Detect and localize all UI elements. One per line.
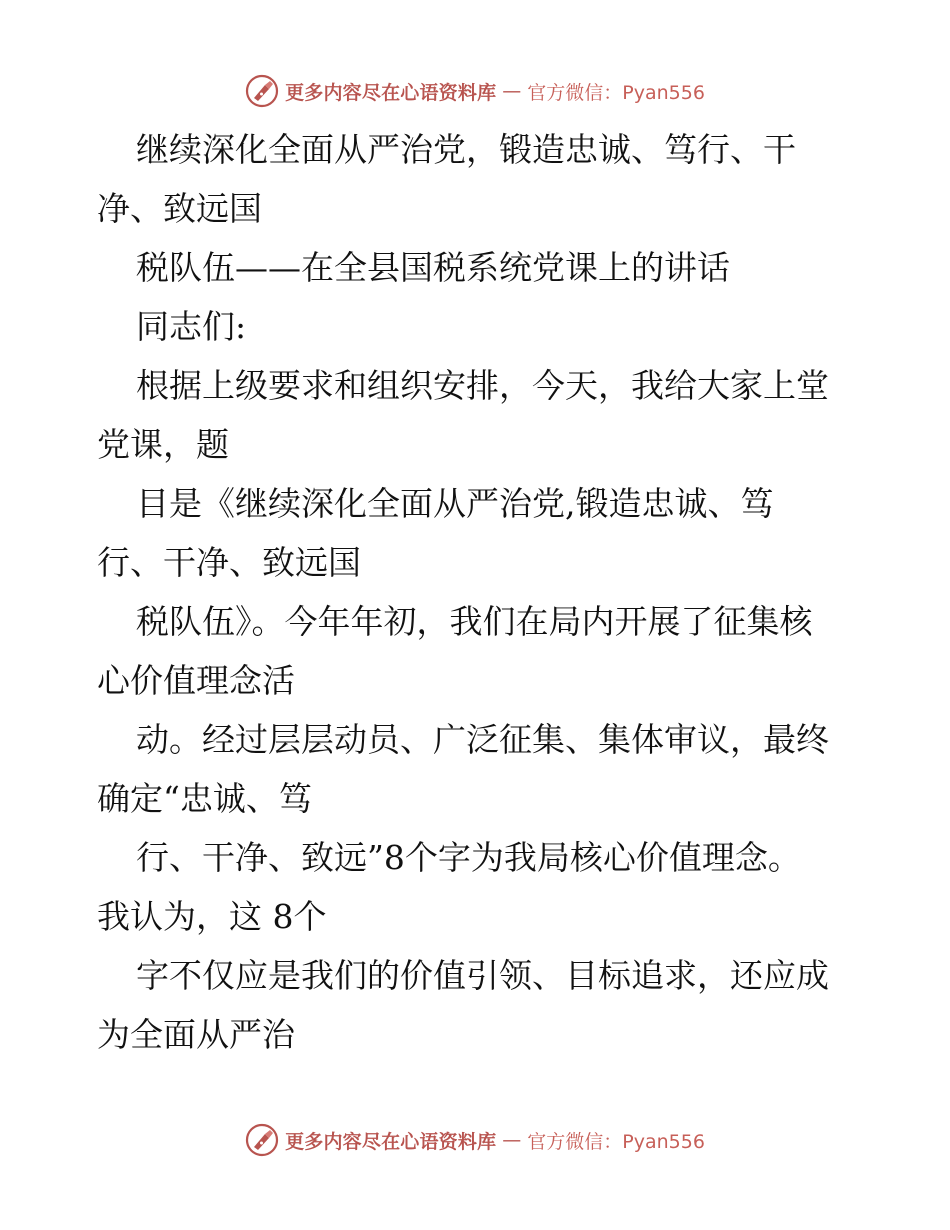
header-banner-separator: — xyxy=(502,80,522,102)
document-line: 目是《继续深化全面从严治党,锻造忠诚、笃 xyxy=(136,484,774,523)
document-line: 党课，题 xyxy=(97,425,229,464)
header-watermark-banner xyxy=(0,71,950,111)
pen-nib-logo-icon xyxy=(245,74,279,108)
footer-banner-wechat-text: 官方微信：Pyan556 xyxy=(527,1130,705,1153)
footer-banner-main-text: 更多内容尽在心语资料库 xyxy=(285,1130,497,1153)
document-line: 根据上级要求和组织安排，今天，我给大家上堂 xyxy=(136,366,829,405)
document-line: 行、干净、致远”8个字为我局核心价值理念。 xyxy=(136,838,801,877)
footer-watermark-banner xyxy=(0,1120,950,1160)
footer-banner-separator: — xyxy=(502,1129,522,1151)
document-line: 动。经过层层动员、广泛征集、集体审议，最终 xyxy=(136,720,829,759)
header-banner-main-text: 更多内容尽在心语资料库 xyxy=(285,81,497,104)
document-line: 净、致远国 xyxy=(97,189,262,228)
pen-nib-logo-icon xyxy=(245,1123,279,1157)
document-line: 心价值理念活 xyxy=(97,661,295,700)
document-line: 我认为，这 8个 xyxy=(97,897,327,936)
document-line: 字不仅应是我们的价值引领、目标追求，还应成 xyxy=(136,956,829,995)
document-line: 同志们: xyxy=(136,307,247,346)
document-line: 税队伍》。今年年初，我们在局内开展了征集核 xyxy=(136,602,813,641)
header-banner-wechat-text: 官方微信：Pyan556 xyxy=(527,81,705,104)
document-line: 继续深化全面从严治党，锻造忠诚、笃行、干 xyxy=(136,130,796,169)
document-body xyxy=(97,120,857,1064)
document-line: 确定“忠诚、笃 xyxy=(97,779,312,818)
document-line: 行、干净、致远国 xyxy=(97,543,361,582)
document-line: 税队伍——在全县国税系统党课上的讲话 xyxy=(136,248,730,287)
document-line: 为全面从严治 xyxy=(97,1015,295,1054)
